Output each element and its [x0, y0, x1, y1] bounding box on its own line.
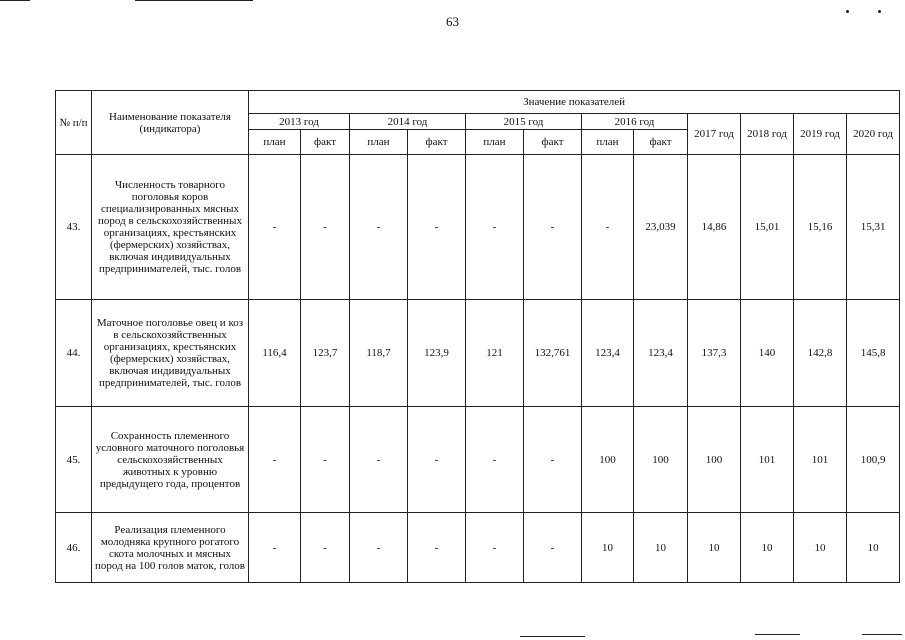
value-cell: 140 — [741, 300, 794, 407]
header-year: 2020 год — [847, 114, 900, 155]
value-cell: - — [466, 513, 524, 583]
header-year: 2018 год — [741, 114, 794, 155]
scan-artifact-line — [520, 636, 585, 637]
header-plan: план — [466, 130, 524, 155]
value-cell: 100 — [634, 407, 688, 513]
value-cell: - — [408, 513, 466, 583]
header-plan: план — [249, 130, 301, 155]
value-cell: 23,039 — [634, 155, 688, 300]
value-cell: - — [408, 407, 466, 513]
value-cell: - — [301, 155, 350, 300]
header-year: 2016 год — [582, 114, 688, 130]
indicator-name: Сохранность племенного условного маточного поголовья сельскохозяйственных животных к уровню предыдущего года, процентов — [92, 407, 249, 513]
header-year: 2019 год — [794, 114, 847, 155]
value-cell: 15,16 — [794, 155, 847, 300]
value-cell: 132,761 — [524, 300, 582, 407]
value-cell: 100 — [582, 407, 634, 513]
value-cell: 118,7 — [350, 300, 408, 407]
value-cell: - — [466, 407, 524, 513]
row-number: 44. — [56, 300, 92, 407]
value-cell: - — [249, 407, 301, 513]
indicator-name: Численность товарного поголовья коров специализированных мясных пород в сельскохозяйственных организациях, крестьянских (фермерских) хозяйствах, включая индивидуальных предпринимателей, тыс. голов — [92, 155, 249, 300]
header-fact: факт — [634, 130, 688, 155]
header-indicator-name: Наименование показателя (индикатора) — [92, 91, 249, 155]
value-cell: 100,9 — [847, 407, 900, 513]
header-year: 2014 год — [350, 114, 466, 130]
header-plan: план — [350, 130, 408, 155]
value-cell: - — [350, 513, 408, 583]
header-fact: факт — [301, 130, 350, 155]
value-cell: 10 — [794, 513, 847, 583]
value-cell: 123,4 — [634, 300, 688, 407]
scan-artifact-line — [755, 634, 800, 635]
indicators-table — [55, 90, 900, 583]
value-cell: - — [524, 155, 582, 300]
scan-artifact-dot — [846, 10, 849, 13]
table-row — [56, 300, 900, 407]
row-number: 43. — [56, 155, 92, 300]
header-year: 2013 год — [249, 114, 350, 130]
value-cell: - — [350, 155, 408, 300]
value-cell: - — [466, 155, 524, 300]
value-cell: 145,8 — [847, 300, 900, 407]
value-cell: 121 — [466, 300, 524, 407]
value-cell: - — [350, 407, 408, 513]
value-cell: 15,31 — [847, 155, 900, 300]
value-cell: 116,4 — [249, 300, 301, 407]
header-row-number: № п/п — [56, 91, 92, 155]
value-cell: 142,8 — [794, 300, 847, 407]
header-fact: факт — [524, 130, 582, 155]
value-cell: - — [301, 513, 350, 583]
scan-artifact-line — [0, 0, 30, 1]
value-cell: 123,9 — [408, 300, 466, 407]
page-number: 63 — [446, 14, 459, 29]
value-cell: - — [408, 155, 466, 300]
header-plan: план — [582, 130, 634, 155]
scan-artifact-line — [135, 0, 253, 1]
header-year: 2015 год — [466, 114, 582, 130]
header-year: 2017 год — [688, 114, 741, 155]
scan-artifact-dot — [878, 10, 881, 13]
table-row — [56, 155, 900, 300]
value-cell: 100 — [688, 407, 741, 513]
value-cell: 101 — [794, 407, 847, 513]
value-cell: 123,7 — [301, 300, 350, 407]
value-cell: 137,3 — [688, 300, 741, 407]
value-cell: 10 — [634, 513, 688, 583]
value-cell: - — [301, 407, 350, 513]
indicator-name: Реализация племенного молодняка крупного рогатого скота молочных и мясных пород на 100 голов маток, голов — [92, 513, 249, 583]
value-cell: 10 — [688, 513, 741, 583]
value-cell: 15,01 — [741, 155, 794, 300]
header-fact: факт — [408, 130, 466, 155]
row-number: 46. — [56, 513, 92, 583]
value-cell: - — [524, 513, 582, 583]
value-cell: 101 — [741, 407, 794, 513]
value-cell: 123,4 — [582, 300, 634, 407]
value-cell: - — [582, 155, 634, 300]
value-cell: 10 — [582, 513, 634, 583]
value-cell: 10 — [741, 513, 794, 583]
indicator-name: Маточное поголовье овец и коз в сельскохозяйственных организациях, крестьянских (фермерских) хозяйствах, включая индивидуальных предпринимателей, тыс. голов — [92, 300, 249, 407]
value-cell: - — [249, 513, 301, 583]
value-cell: 14,86 — [688, 155, 741, 300]
value-cell: 10 — [847, 513, 900, 583]
value-cell: - — [524, 407, 582, 513]
value-cell: - — [249, 155, 301, 300]
scan-artifact-line — [862, 634, 902, 635]
row-number: 45. — [56, 407, 92, 513]
table-row — [56, 513, 900, 583]
table-row — [56, 407, 900, 513]
header-values: Значение показателей — [249, 91, 900, 114]
